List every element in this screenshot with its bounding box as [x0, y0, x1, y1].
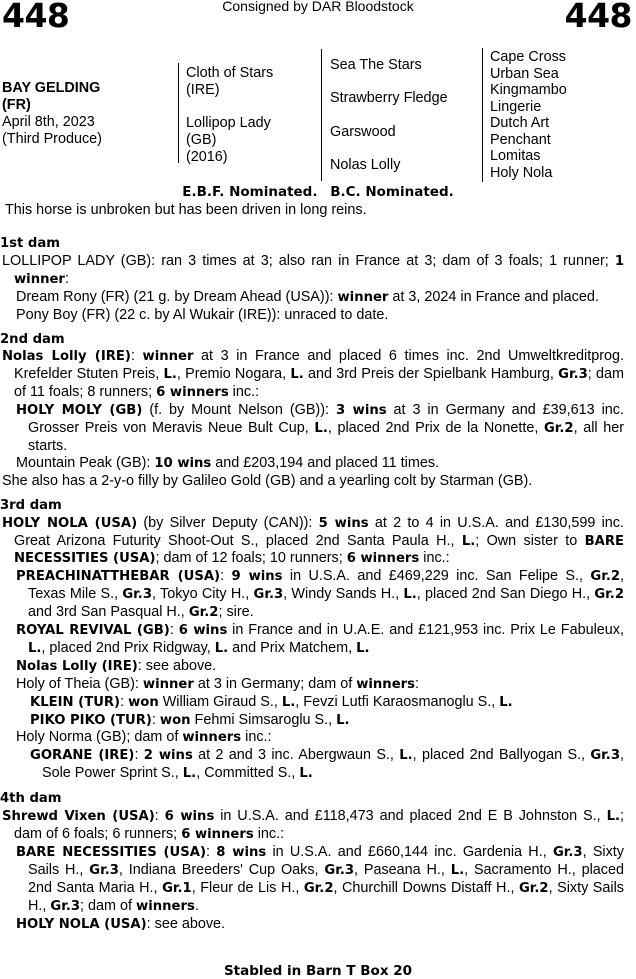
dam-section-heading	[0, 498, 624, 515]
text-segment: , Premio Nogara,	[176, 366, 291, 383]
bold-text: L.	[182, 766, 197, 782]
text-segment: , Churchill Downs Distaff H.,	[333, 879, 519, 896]
horse-produce-number: (Third Produce)	[2, 131, 102, 147]
text-segment: :	[206, 843, 217, 860]
bold-text: Gr.3	[122, 587, 152, 603]
text-segment: :	[151, 711, 160, 728]
bold-text: winners	[356, 676, 415, 692]
pedigree-gen3	[490, 49, 567, 181]
bold-text: L.	[163, 367, 177, 383]
bold-text: L.	[314, 421, 328, 437]
bold-text: 3rd dam	[0, 497, 62, 513]
bold-text: L.	[356, 640, 370, 656]
pedigree-paragraph	[0, 658, 624, 676]
pedigree-divider	[482, 48, 483, 182]
pedigree-paragraph	[0, 568, 624, 622]
pedigree-divider	[321, 49, 322, 181]
bold-text: 2 wins	[143, 748, 193, 764]
pedigree-gen3-item: Dutch Art	[490, 115, 550, 131]
text-segment: Mountain Peak (GB):	[16, 454, 155, 471]
pedigree-dam	[186, 115, 271, 166]
text-segment: ; dam of 11 foals; 8 runners;	[14, 366, 624, 401]
sire-country: (IRE)	[186, 82, 220, 98]
text-segment: inc.:	[253, 826, 285, 842]
horse-description	[2, 80, 102, 148]
dam-section-heading	[0, 332, 624, 349]
pedigree-paragraph	[0, 455, 624, 473]
text-segment: , Paseana H.,	[354, 861, 451, 878]
pedigree-gen3-item: Urban Sea	[490, 65, 559, 82]
dam-country: (GB)	[186, 132, 217, 148]
text-segment: in U.S.A. and £118,473 and placed 2nd E B Johnston S.,	[214, 808, 607, 825]
text-segment: , Sixty Sails H.,	[28, 843, 624, 878]
text-segment: :	[130, 348, 143, 365]
bc-nomination: B.C. Nominated.	[330, 184, 454, 200]
text-segment: , Texas Mile S.,	[28, 568, 625, 603]
text-segment: :	[154, 808, 165, 825]
text-segment: at 3 in Germany and £39,613 inc. Grosser Preis von Meravis Neue Bult Cup,	[28, 402, 624, 437]
bold-text: Gr.3	[89, 862, 119, 878]
pedigree-gen3-item: Holy Nola	[490, 164, 553, 181]
dam-section-heading	[0, 791, 624, 808]
bold-text: HOLY NOLA (USA)	[2, 515, 138, 531]
pedigree-paragraph	[0, 348, 624, 402]
pedigree-paragraph	[0, 307, 624, 324]
bold-text: L.	[499, 694, 513, 710]
bold-text: KLEIN (TUR)	[30, 694, 121, 710]
text-segment: at 3 in France and placed 6 times inc. 2nd Umweltkreditprog. Krefelder Stuten Preis,	[14, 348, 624, 383]
bold-text: winner	[337, 289, 389, 305]
bold-text: PREACHINATTHEBAR (USA)	[16, 569, 221, 585]
horse-country: (FR)	[2, 97, 31, 113]
bold-text: BARE NECESSITIES (USA)	[14, 533, 624, 567]
pedigree-paragraph	[0, 712, 624, 730]
bold-text: L.	[290, 367, 304, 383]
sire-name: Cloth of Stars	[186, 65, 274, 81]
bold-text: L.	[28, 640, 42, 656]
text-segment: ; dam of	[80, 897, 137, 914]
text-segment: inc.:	[228, 384, 260, 401]
catalogue-page-body	[0, 236, 624, 933]
text-segment: , placed 2nd Ballyogan S.,	[412, 747, 591, 764]
text-segment: :	[120, 693, 129, 710]
bold-text: Gr.3	[253, 587, 284, 603]
bold-text: L.	[214, 640, 229, 656]
bold-text: Gr.3	[50, 898, 81, 914]
text-segment: She also has a 2-y-o filly by Galileo Gold (GB) and a yearling colt by Starman (GB).	[2, 472, 533, 489]
pedigree-gen3-item: Penchant	[490, 131, 551, 148]
bold-text: Gr.2	[543, 421, 574, 437]
pedigree-paragraph	[0, 402, 624, 455]
bold-text: winners	[136, 898, 195, 914]
text-segment: ; sire.	[218, 604, 254, 621]
pedigree-paragraph	[0, 253, 624, 289]
pedigree-paragraph	[0, 473, 624, 490]
pedigree-gen2-item: Garswood	[330, 124, 396, 140]
text-segment: at 3 in Germany; dam of	[193, 675, 357, 692]
pedigree-paragraph	[0, 844, 624, 916]
text-segment: inc.:	[419, 550, 450, 567]
bold-text: 5 wins	[318, 515, 369, 531]
consignor-line: Consigned by DAR Bloodstock	[222, 0, 414, 14]
bold-text: Gr.3	[552, 844, 583, 860]
horse-foaling-date: April 8th, 2023	[2, 114, 95, 130]
stabling-info: Stabled in Barn T Box 20	[223, 963, 413, 979]
bold-text: winner	[142, 349, 194, 365]
text-segment: Holy Norma (GB); dam of	[16, 729, 183, 746]
text-segment: : see above.	[137, 657, 217, 674]
nominations	[0, 184, 636, 200]
bold-text: won	[159, 712, 191, 728]
text-segment: :	[64, 270, 69, 287]
text-segment: in France and in U.A.E. and £121,953 inc. Prix Le Fabuleux,	[227, 622, 624, 639]
bold-text: Shrewd Vixen (USA)	[2, 809, 155, 825]
ebf-nomination: E.B.F. Nominated.	[182, 184, 318, 200]
text-segment: ; dam of 6 foals; 6 runners;	[14, 808, 624, 842]
text-segment: , Committed S.,	[196, 765, 300, 782]
bold-text: won	[128, 694, 159, 710]
bold-text: Gr.2	[518, 880, 549, 896]
text-segment: :	[220, 568, 232, 585]
bold-text: L.	[299, 766, 313, 782]
bold-text: 6 winners	[181, 827, 254, 842]
bold-text: Gr.3	[590, 748, 620, 764]
text-segment: , Fevzi Lutfi Karaosmanoglu S.,	[295, 693, 500, 710]
pedigree-paragraph	[0, 289, 624, 307]
text-segment: :	[415, 675, 419, 692]
bold-text: L.	[461, 533, 476, 549]
unbroken-note: This horse is unbroken but has been driven in long reins.	[5, 202, 367, 218]
text-segment: and £203,194 and placed 11 times.	[211, 454, 440, 471]
pedigree-gen2-item: Nolas Lolly	[330, 157, 401, 173]
pedigree-gen3-item: Cape Cross	[490, 49, 566, 65]
lot-number-left: 448	[2, 0, 70, 35]
text-segment: , Sole Power Sprint S.,	[42, 747, 624, 782]
pedigree-gen2-item: Strawberry Fledge	[330, 90, 448, 106]
bold-text: L.	[606, 809, 620, 825]
bold-text: Gr.2	[594, 587, 624, 603]
lot-number-right: 448	[564, 0, 632, 35]
pedigree-gen3-item: Lingerie	[490, 98, 542, 115]
pedigree-gen2-item: Sea The Stars	[330, 57, 422, 73]
bold-text: winners	[182, 730, 242, 746]
text-segment: inc.:	[241, 729, 272, 746]
bold-text: HOLY MOLY (GB)	[16, 403, 143, 419]
bold-text: winner	[142, 676, 194, 692]
bold-text: 9 wins	[231, 569, 283, 585]
text-segment: William Giraud S.,	[158, 693, 282, 710]
pedigree-paragraph	[0, 694, 624, 712]
bold-text: Gr.3	[558, 367, 588, 383]
bold-text: Nolas Lolly (IRE)	[16, 658, 138, 674]
bold-text: 4th dam	[0, 791, 62, 807]
text-segment: LOLLIPOP LADY (GB): ran 3 times at 3; also ran in France at 3; dam of 3 foals; 1 runner;	[2, 252, 615, 269]
text-segment: in U.S.A. and £660,144 inc. Gardenia H.,	[266, 843, 553, 860]
pedigree-sire	[186, 65, 273, 99]
bold-text: GORANE (IRE)	[30, 748, 135, 764]
text-segment: , Indiana Breeders' Cup Oaks,	[118, 861, 325, 878]
pedigree-paragraph	[0, 515, 624, 569]
bold-text: L.	[403, 587, 417, 603]
bold-text: HOLY NOLA (USA)	[16, 916, 147, 932]
pedigree-divider	[178, 63, 179, 163]
bold-text: 6 wins	[178, 623, 228, 639]
bold-text: 6 wins	[164, 809, 215, 825]
text-segment: Holy of Theia (GB):	[16, 675, 143, 692]
bold-text: 1st dam	[0, 236, 61, 251]
horse-sex-colour: BAY GELDING	[2, 80, 101, 96]
text-segment: , placed 2nd Prix de la Nonette,	[327, 420, 544, 437]
bold-text: Gr.2	[303, 880, 334, 896]
dam-name: Lollipop Lady	[186, 115, 271, 131]
text-segment: (by Silver Deputy (CAN)):	[137, 514, 319, 531]
text-segment: ; Own sister to	[475, 532, 585, 549]
pedigree-gen3-item: Kingmambo	[490, 82, 567, 98]
bold-text: PIKO PIKO (TUR)	[30, 712, 152, 728]
pedigree-paragraph	[0, 808, 624, 844]
bold-text: 10 wins	[154, 455, 212, 471]
pedigree-gen3-item: Lomitas	[490, 148, 541, 164]
text-segment: at 3, 2024 in France and placed.	[388, 288, 599, 305]
text-segment: , Sixty Sails H.,	[28, 879, 624, 914]
bold-text: 2nd dam	[0, 331, 65, 347]
text-segment: Fehmi Simsaroglu S.,	[190, 711, 337, 728]
pedigree-table	[0, 46, 636, 184]
text-segment: , all her starts.	[28, 420, 624, 454]
pedigree-paragraph	[0, 916, 624, 934]
text-segment: and 3rd Preis der Spielbank Hamburg,	[303, 366, 559, 383]
text-segment: (f. by Mount Nelson (GB)):	[142, 402, 336, 419]
bold-text: 1 winner	[14, 253, 624, 287]
pedigree-paragraph	[0, 747, 624, 783]
dam-section-heading	[0, 236, 624, 253]
text-segment: in U.S.A. and £469,229 inc. San Felipe S.,	[282, 568, 591, 585]
bold-text: L.	[450, 862, 465, 878]
bold-text: 6 winners	[156, 385, 229, 401]
pedigree-paragraph	[0, 622, 624, 658]
text-segment: :	[134, 747, 144, 764]
text-segment: at 2 to 4 in U.S.A. and £130,599 inc. Great Arizona Futurity Shoot-Out S., placed 2nd Santa Paula H.,	[14, 514, 624, 549]
text-segment: Dream Rony (FR) (21 g. by Dream Ahead (USA)):	[16, 288, 338, 305]
text-segment: , Sacramento H., placed 2nd Santa Maria H.,	[28, 861, 624, 896]
bold-text: Gr.3	[324, 862, 355, 878]
bold-text: L.	[281, 694, 296, 710]
text-segment: ; dam of 12 foals; 10 runners;	[155, 550, 347, 567]
pedigree-paragraph	[0, 729, 624, 747]
text-segment: and Prix Matchem,	[228, 639, 357, 656]
text-segment: at 2 and 3 inc. Abergwaun S.,	[192, 747, 400, 764]
bold-text: BARE NECESSITIES (USA)	[16, 844, 207, 860]
text-segment: .	[194, 897, 199, 914]
text-segment: , Tokyo City H.,	[152, 586, 254, 603]
dam-year: (2016)	[186, 149, 228, 165]
bold-text: 8 wins	[216, 844, 267, 860]
text-segment: , Windy Sands H.,	[283, 586, 404, 603]
bold-text: Gr.2	[188, 605, 219, 621]
text-segment: : see above.	[146, 915, 226, 932]
bold-text: L.	[399, 748, 413, 764]
bold-text: Gr.1	[162, 880, 192, 896]
bold-text: L.	[336, 712, 350, 728]
pedigree-paragraph	[0, 676, 624, 694]
text-segment: Pony Boy (FR) (22 c. by Al Wukair (IRE)): unraced to date.	[16, 306, 389, 323]
text-segment: :	[169, 622, 179, 639]
bold-text: Nolas Lolly (IRE)	[2, 349, 131, 365]
bold-text: ROYAL REVIVAL (GB)	[16, 623, 170, 639]
bold-text: 3 wins	[335, 403, 387, 419]
text-segment: , placed 2nd Prix Ridgway,	[41, 639, 215, 656]
text-segment: and 3rd San Pasqual H.,	[28, 604, 189, 621]
text-segment: , placed 2nd San Diego H.,	[416, 586, 595, 603]
text-segment: , Fleur de Lis H.,	[191, 879, 304, 896]
bold-text: 6 winners	[346, 551, 420, 567]
bold-text: Gr.2	[590, 569, 621, 585]
